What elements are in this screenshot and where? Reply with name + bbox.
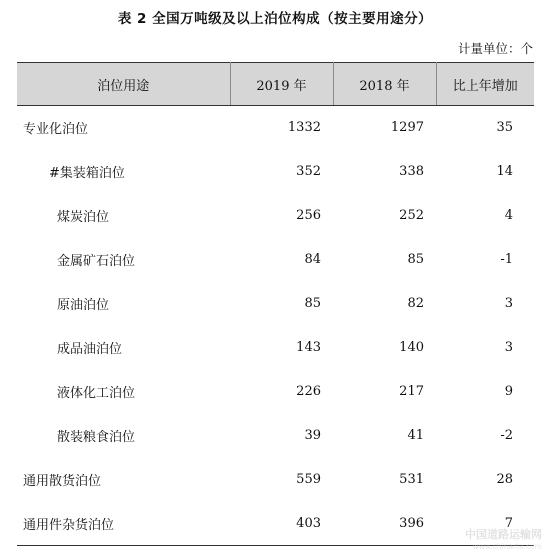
unit-label: 计量单位：个 xyxy=(457,41,533,56)
header-berth-use: 泊位用途 xyxy=(17,63,230,106)
table-title: 表 2 全国万吨级及以上泊位构成（按主要用途分） xyxy=(117,11,433,27)
table-row xyxy=(17,238,534,282)
row-label: 液体化工泊位 xyxy=(57,386,136,401)
cell-increase: 7 xyxy=(436,502,534,546)
row-label: 专业化泊位 xyxy=(23,122,89,138)
cell-2019: 256 xyxy=(296,208,321,223)
cell-increase: 3 xyxy=(504,296,513,311)
table-row xyxy=(17,282,534,326)
cell-increase: -1 xyxy=(500,252,513,267)
cell-increase: 4 xyxy=(504,208,513,223)
cell-2018: 252 xyxy=(399,208,424,223)
row-label: 成品油泊位 xyxy=(57,342,123,357)
cell-2018: 217 xyxy=(399,384,424,399)
row-label: #集装箱泊位 xyxy=(49,166,125,181)
watermark-url: www.chinarta.com xyxy=(472,542,542,551)
table-row xyxy=(17,150,534,194)
cell-2019: 403 xyxy=(230,502,333,546)
cell-2019: 352 xyxy=(296,164,321,179)
row-label: 通用散货泊位 xyxy=(23,474,102,489)
table-header-row xyxy=(17,63,534,106)
cell-increase: 28 xyxy=(496,472,513,487)
cell-increase: 3 xyxy=(504,340,513,355)
cell-2019: 84 xyxy=(304,252,321,267)
table-row xyxy=(17,194,534,238)
site-watermark-logo xyxy=(424,526,544,552)
table-row xyxy=(17,414,534,458)
cell-2018: 140 xyxy=(399,340,424,355)
cell-2018: 41 xyxy=(407,428,424,443)
header-increase: 比上年增加 xyxy=(436,63,534,106)
cell-2019: 143 xyxy=(296,340,321,355)
table-row xyxy=(17,106,534,150)
table-row xyxy=(17,458,534,502)
cell-2019: 39 xyxy=(304,428,321,443)
header-2018: 2018 年 xyxy=(333,63,436,106)
table-row xyxy=(17,326,534,370)
cell-2018: 1297 xyxy=(390,120,424,136)
cell-increase: -2 xyxy=(500,428,513,443)
cell-2018: 85 xyxy=(407,252,424,267)
cell-2018: 338 xyxy=(399,164,424,179)
row-label: 金属矿石泊位 xyxy=(57,254,136,269)
row-label: 原油泊位 xyxy=(57,298,110,313)
cell-2018: 396 xyxy=(333,502,436,546)
cell-2019: 85 xyxy=(304,296,321,311)
berth-composition-table xyxy=(17,62,534,546)
cell-2018: 82 xyxy=(407,296,424,311)
table-row xyxy=(17,370,534,414)
cell-increase: 9 xyxy=(504,384,513,399)
header-2019: 2019 年 xyxy=(230,63,333,106)
cell-2019: 226 xyxy=(296,384,321,399)
cell-2019: 559 xyxy=(296,472,321,487)
row-label: 煤炭泊位 xyxy=(57,210,110,225)
row-label: 散装粮食泊位 xyxy=(57,430,136,445)
row-label: 通用件杂货泊位 xyxy=(17,502,230,546)
cell-2019: 1332 xyxy=(287,120,321,136)
cell-2018: 531 xyxy=(399,472,424,487)
watermark-text: 中国道路运输网 xyxy=(465,528,542,541)
cell-increase: 35 xyxy=(496,120,513,136)
cell-increase: 14 xyxy=(496,164,513,179)
